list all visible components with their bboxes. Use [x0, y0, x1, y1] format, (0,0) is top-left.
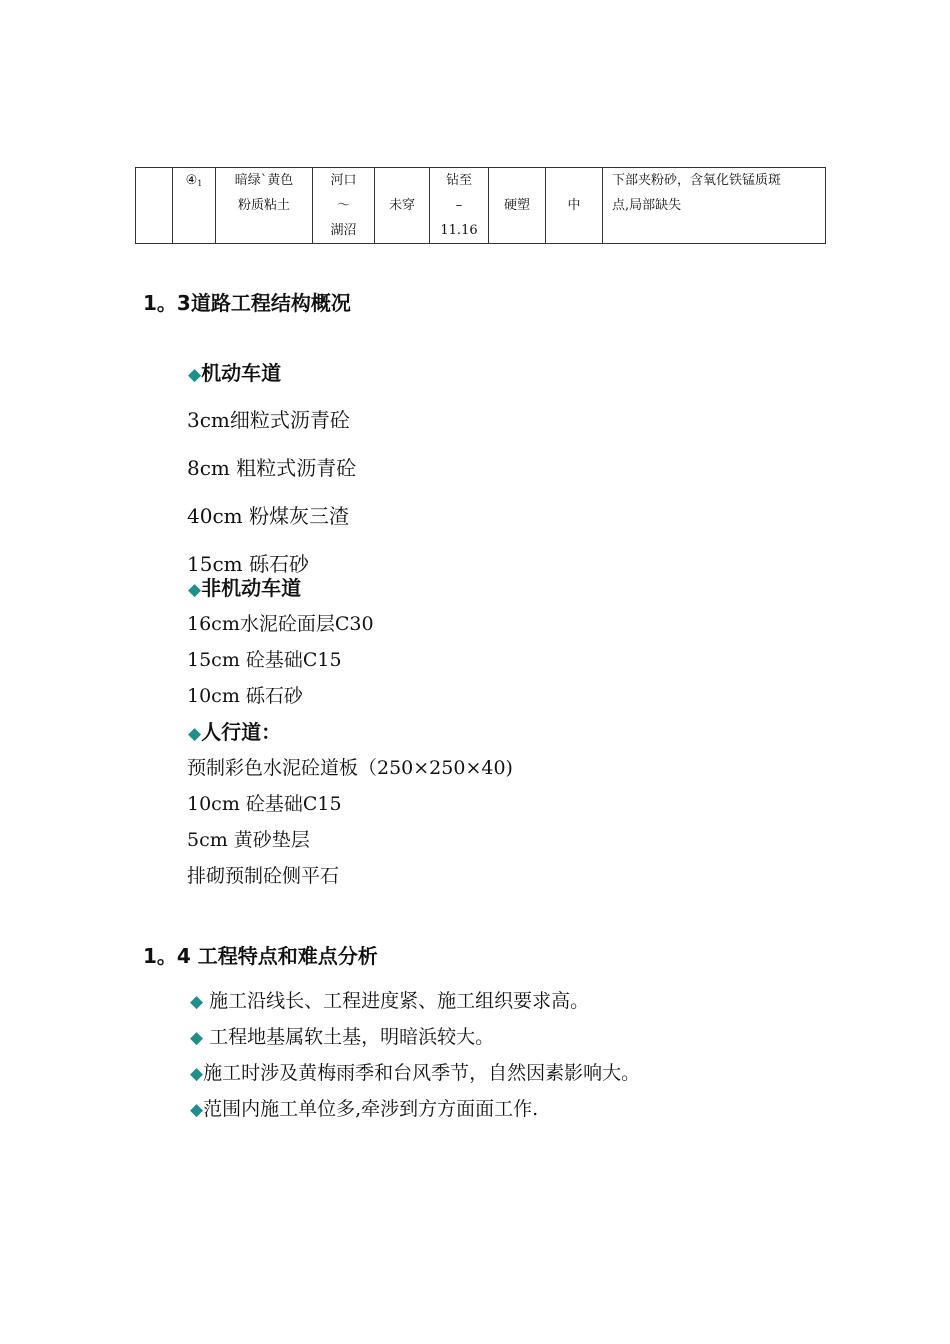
sidewalk-item-1: 预制彩色水泥砼道板（250×250×40) — [187, 757, 513, 779]
diamond-bullet-icon: ◆ — [190, 992, 204, 1012]
sidewalk-item-3: 5cm 黄砂垫层 — [187, 829, 310, 851]
table-cell-depth: 钻至 – 11.16 — [430, 168, 489, 244]
sidewalk-item-4: 排砌预制砼侧平石 — [187, 865, 340, 887]
motor-item-4: 15cm 砾石砂 — [187, 552, 309, 576]
diamond-bullet-icon: ◆ — [190, 1064, 204, 1084]
section-13-title: 1。3道路工程结构概况 — [143, 291, 351, 315]
table-cell-thickness: 未穿 — [375, 168, 430, 244]
diamond-bullet-icon: ◆ — [190, 1100, 204, 1120]
table-cell-compressibility: 中 — [546, 168, 603, 244]
nonmotor-lane-heading: ◆非机动车道 — [188, 576, 302, 600]
nonmotor-item-3: 10cm 砾石砂 — [187, 685, 303, 707]
diamond-bullet-icon: ◆ — [188, 580, 202, 600]
feature-item-1: ◆ 施工沿线长、工程进度紧、施工组织要求高。 — [190, 990, 590, 1012]
diamond-bullet-icon: ◆ — [188, 724, 202, 744]
feature-item-3: ◆施工时涉及黄梅雨季和台风季节，自然因素影响大。 — [190, 1062, 641, 1084]
feature-item-2: ◆ 工程地基属软土基，明暗浜较大。 — [190, 1026, 495, 1048]
motor-item-3: 40cm 粉煤灰三渣 — [187, 504, 349, 528]
motor-item-1: 3cm细粒式沥青砼 — [187, 408, 350, 432]
table-row — [136, 168, 826, 244]
motor-lane-heading: ◆机动车道 — [188, 361, 282, 385]
diamond-bullet-icon: ◆ — [190, 1028, 204, 1048]
diamond-bullet-icon: ◆ — [188, 365, 202, 385]
table-cell-description: 下部夹粉砂，含氧化铁锰质斑 点,局部缺失 — [603, 168, 826, 244]
nonmotor-item-2: 15cm 砼基础C15 — [187, 649, 342, 671]
sidewalk-heading: ◆人行道： — [188, 720, 282, 744]
table-cell-soil-name: 暗绿`黄色 粉质粘土 — [216, 168, 313, 244]
section-14-title: 1。4 工程特点和难点分析 — [143, 944, 378, 968]
table-cell-state: 硬塑 — [489, 168, 546, 244]
table-cell-layer-no: $④_1$ — [173, 168, 216, 244]
sidewalk-item-2: 10cm 砼基础C15 — [187, 793, 342, 815]
nonmotor-item-1: 16cm水泥砼面层C30 — [187, 613, 374, 635]
table-cell-origin: 河口 ～ 湖沼 — [313, 168, 375, 244]
soil-layer-table — [135, 167, 826, 244]
feature-item-4: ◆范围内施工单位多,牵涉到方方面面工作. — [190, 1098, 539, 1120]
table-cell-empty — [136, 168, 173, 244]
motor-item-2: 8cm 粗粒式沥青砼 — [187, 456, 357, 480]
